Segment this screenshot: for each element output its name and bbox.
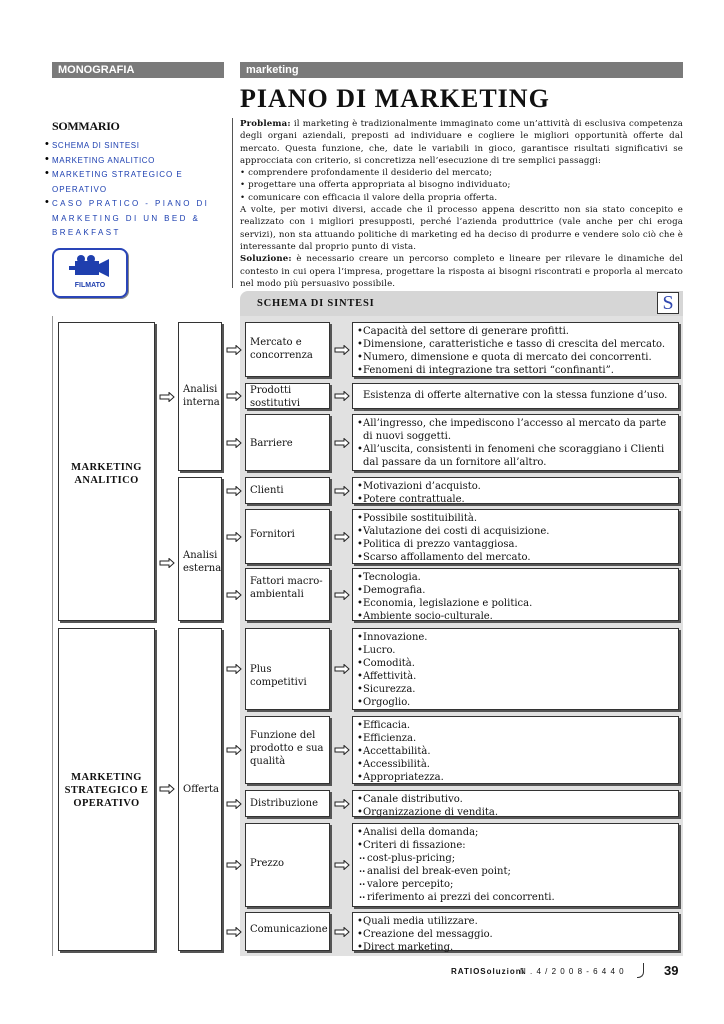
row-item: • Orgoglio. <box>357 696 678 709</box>
row-item: • Fenomeni di integrazione tra settori “confinanti”. <box>357 364 678 377</box>
row-label: Funzione del prodotto e sua qualità <box>250 730 324 767</box>
sub-analisi-esterna <box>178 477 222 621</box>
row-item: • Capacità del settore di generare profitti. <box>357 325 678 338</box>
video-camera-icon <box>67 254 113 280</box>
row-label-box <box>245 716 330 784</box>
row-label: Plus competitivi <box>250 664 307 688</box>
row-items-box <box>352 509 679 564</box>
sub-analisi-interna <box>178 322 222 471</box>
footer-bracket <box>637 963 644 978</box>
row-label: Prezzo <box>250 858 284 869</box>
row-item: • All’ingresso, che impediscono l’accesso al mercato da parte di nuovi soggetti. <box>357 417 678 443</box>
row-label: Prodotti sostitutivi <box>250 385 301 409</box>
arrow-right-icon <box>159 392 175 402</box>
row-items-box <box>352 477 679 504</box>
sommario-list <box>46 139 222 241</box>
row-items <box>353 384 678 402</box>
row-item: • Efficacia. <box>357 719 678 732</box>
group-marketing-strategico <box>58 628 155 951</box>
group-label: MARKETING STRATEGICO E OPERATIVO <box>64 772 149 809</box>
toc-item[interactable]: • CASO PRATICO - PIANO DI MARKETING DI UN BED & BREAKFAST <box>46 197 222 241</box>
row-item: • Sicurezza. <box>357 683 678 696</box>
row-subitem: .. valore percepito; <box>357 878 678 891</box>
sub-offerta <box>178 628 222 951</box>
toc-item[interactable]: • MARKETING ANALITICO <box>46 154 222 169</box>
row-items <box>353 791 678 819</box>
arrow-right-icon <box>334 532 350 542</box>
row-items-box <box>352 823 679 907</box>
row-items <box>353 717 678 784</box>
section-bar-monografia: MONOGRAFIA <box>52 62 224 78</box>
arrow-right-icon <box>226 532 242 542</box>
row-label-box <box>245 912 330 951</box>
filmato-label: FILMATO <box>74 282 106 289</box>
row-item: • Efficienza. <box>357 732 678 745</box>
soluzione-text: è necessario creare un percorso completo e lineare per rilevare le dinamiche del contesto in cui opera l’impresa, progettare la risposta ai bisogni riscontrati e proporla al mercato nel modo più persuasivo possibile. <box>240 254 683 289</box>
arrow-right-icon <box>334 438 350 448</box>
group-marketing-analitico <box>58 322 155 621</box>
footer-issue: N . 4 / 2 0 0 8 - 6 4 4 0 <box>520 967 625 976</box>
row-item: • Innovazione. <box>357 631 678 644</box>
column-divider <box>232 118 233 288</box>
arrow-right-icon <box>226 927 242 937</box>
row-label: Barriere <box>250 438 293 449</box>
row-items-box <box>352 383 679 409</box>
row-item: • Lucro. <box>357 644 678 657</box>
row-item: • Accettabilità. <box>357 745 678 758</box>
row-label: Fattori macro-ambientali <box>250 576 323 600</box>
row-items <box>353 913 678 954</box>
section-bar-marketing: marketing <box>240 62 683 78</box>
arrow-right-icon <box>334 799 350 809</box>
row-subitem: .. analisi del break-even point; <box>357 865 678 878</box>
panel-edge <box>52 316 53 956</box>
arrow-right-icon <box>159 784 175 794</box>
row-item: • Organizzazione di vendita. <box>357 806 678 819</box>
row-items <box>353 323 678 377</box>
row-item: • Quali media utilizzare. <box>357 915 678 928</box>
row-item: • Numero, dimensione e quota di mercato dei concorrenti. <box>357 351 678 364</box>
intro-bullet: progettare una offerta appropriata al bisogno individuato; <box>248 180 511 191</box>
row-label-box <box>245 568 330 621</box>
row-item: • Demografia. <box>357 584 678 597</box>
row-items <box>353 478 678 506</box>
row-item: • Canale distributivo. <box>357 793 678 806</box>
row-items-box <box>352 716 679 784</box>
row-item: • Potere contrattuale. <box>357 493 678 506</box>
row-label-box <box>245 628 330 710</box>
arrow-right-icon <box>226 345 242 355</box>
row-items-box <box>352 628 679 710</box>
row-label: Comunicazione <box>250 924 328 935</box>
row-item: • Politica di prezzo vantaggiosa. <box>357 538 678 551</box>
sub-label: Analisi interna <box>183 384 220 408</box>
row-label: Fornitori <box>250 529 295 540</box>
row-item: • Comodità. <box>357 657 678 670</box>
row-items-box <box>352 568 679 621</box>
arrow-right-icon <box>226 799 242 809</box>
arrow-right-icon <box>226 391 242 401</box>
toc-item[interactable]: • MARKETING STRATEGICO E OPERATIVO <box>46 168 222 197</box>
toc-item[interactable]: • SCHEMA DI SINTESI <box>46 139 222 154</box>
row-label-box <box>245 322 330 377</box>
sub-label: Analisi esterna <box>183 550 222 574</box>
row-item: • Creazione del messaggio. <box>357 928 678 941</box>
row-label: Mercato e concorrenza <box>250 337 313 361</box>
sub-label: Offerta <box>183 784 219 795</box>
arrow-right-icon <box>334 927 350 937</box>
row-items-box <box>352 414 679 471</box>
row-item: • Affettività. <box>357 670 678 683</box>
row-item: • Economia, legislazione e politica. <box>357 597 678 610</box>
row-items <box>353 510 678 564</box>
row-item: • Analisi della domanda; <box>357 826 678 839</box>
arrow-right-icon <box>226 860 242 870</box>
schema-header <box>240 291 683 316</box>
footer-publication: RATIOSoluzioni <box>451 967 525 976</box>
filmato-button[interactable] <box>52 248 128 298</box>
schema-title: SCHEMA DI SINTESI <box>257 298 375 309</box>
row-items-box <box>352 912 679 951</box>
row-item: Esistenza di offerte alternative con la stessa funzione d’uso. <box>363 390 668 401</box>
arrow-right-icon <box>226 486 242 496</box>
intro-bullet: comprendere profondamente il desiderio del mercato; <box>248 168 493 179</box>
row-subitem: .. riferimento ai prezzi dei concorrenti. <box>357 891 678 904</box>
row-label-box <box>245 509 330 564</box>
row-label-box <box>245 823 330 907</box>
row-item: • Criteri di fissazione: <box>357 839 678 852</box>
row-item: • Possibile sostituibilità. <box>357 512 678 525</box>
row-items <box>353 629 678 709</box>
row-items-box <box>352 322 679 377</box>
arrow-right-icon <box>334 486 350 496</box>
schema-badge: S <box>657 292 679 314</box>
arrow-right-icon <box>334 590 350 600</box>
arrow-right-icon <box>159 558 175 568</box>
row-item: • Motivazioni d’acquisto. <box>357 480 678 493</box>
row-item: • Valutazione dei costi di acquisizione. <box>357 525 678 538</box>
row-item: • Dimensione, caratteristiche e tasso di crescita del mercato. <box>357 338 678 351</box>
row-label-box <box>245 790 330 817</box>
intro-bullet: comunicare con efficacia il valore della propria offerta. <box>248 192 498 203</box>
row-label: Clienti <box>250 485 284 496</box>
arrow-right-icon <box>334 745 350 755</box>
row-item: • All’uscita, consistenti in fenomeni che scoraggiano i Clienti dal passare da un fornitore all’altro. <box>357 443 678 469</box>
row-items-box <box>352 790 679 817</box>
row-items <box>353 415 678 469</box>
arrow-right-icon <box>334 391 350 401</box>
arrow-right-icon <box>334 860 350 870</box>
row-items <box>353 824 678 904</box>
row-item: • Direct marketing. <box>357 941 678 954</box>
problema-label: Problema: <box>240 119 291 129</box>
intro-text: Problema: il marketing è tradizionalmente immaginato come un’attività di esclusiva competenza degli organi aziendali, preposti ad individuare e cogliere le migliori opportunità offerte dal mercato. Questa funzione, che, date le variabili in gioco, garantisce risultati significativi se approcciata con criterio, si concretizza nell’esecuzione di tre semplici passaggi: • comprendere profondamente il desiderio del mercato; • progettare una offerta appropriata al bisogno individuato; • comunicare con efficacia il valore della propria offerta. A volte, per motivi diversi, accade che il processo appena descritto non sia stato concepito e realizzato con i migliori presupposti, perché l’azienda produttrice (vale anche per chi eroga servizi), non sta attuando politiche di marketing ed ha deciso di produrre e vendere solo ciò che è interessante dal proprio punto di vista. Soluzione: è necessario creare un percorso completo e lineare per rilevare le dinamiche del contesto in cui opera l’impresa, progettare la risposta ai bisogni riscontrati e proporla al mercato nel modo più persuasivo possibile. <box>240 119 683 289</box>
row-item: • Accessibilità. <box>357 758 678 771</box>
problema-text: il marketing è tradizionalmente immaginato come un’attività di esclusiva competenza degli organi aziendali, preposti ad individuare e cogliere le migliori opportunità offerte dal mercato. Questa funzione, che, date le variabili in gioco, garantisce risultati significativi se approcciata con criterio, si concretizza nell’esecuzione di tre semplici passaggi: <box>240 119 683 166</box>
intro-paragraph-2: A volte, per motivi diversi, accade che il processo appena descritto non sia stato concepito e realizzato con i migliori presupposti, perché l’azienda produttrice (vale anche per chi eroga servizi), non sta attuando politiche di marketing ed ha deciso di produrre e vendere solo ciò che è interessante dal proprio punto di vista. <box>240 205 683 252</box>
page-title: PIANO DI MARKETING <box>240 84 550 113</box>
row-item: • Scarso affollamento del mercato. <box>357 551 678 564</box>
row-label-box <box>245 477 330 504</box>
row-item: • Appropriatezza. <box>357 771 678 784</box>
group-label: MARKETING ANALITICO <box>71 462 142 486</box>
row-item: • Ambiente socio-culturale. <box>357 610 678 623</box>
sommario-heading: SOMMARIO <box>52 119 120 133</box>
arrow-right-icon <box>334 664 350 674</box>
page-number: 39 <box>664 963 679 978</box>
row-items <box>353 569 678 623</box>
row-subitem: .. cost-plus-pricing; <box>357 852 678 865</box>
row-item: • Tecnologia. <box>357 571 678 584</box>
row-label-box <box>245 414 330 471</box>
arrow-right-icon <box>226 664 242 674</box>
arrow-right-icon <box>226 590 242 600</box>
arrow-right-icon <box>334 345 350 355</box>
arrow-right-icon <box>226 438 242 448</box>
soluzione-label: Soluzione: <box>240 254 292 265</box>
row-label-box <box>245 383 330 409</box>
row-label: Distribuzione <box>250 798 319 809</box>
arrow-right-icon <box>226 745 242 755</box>
